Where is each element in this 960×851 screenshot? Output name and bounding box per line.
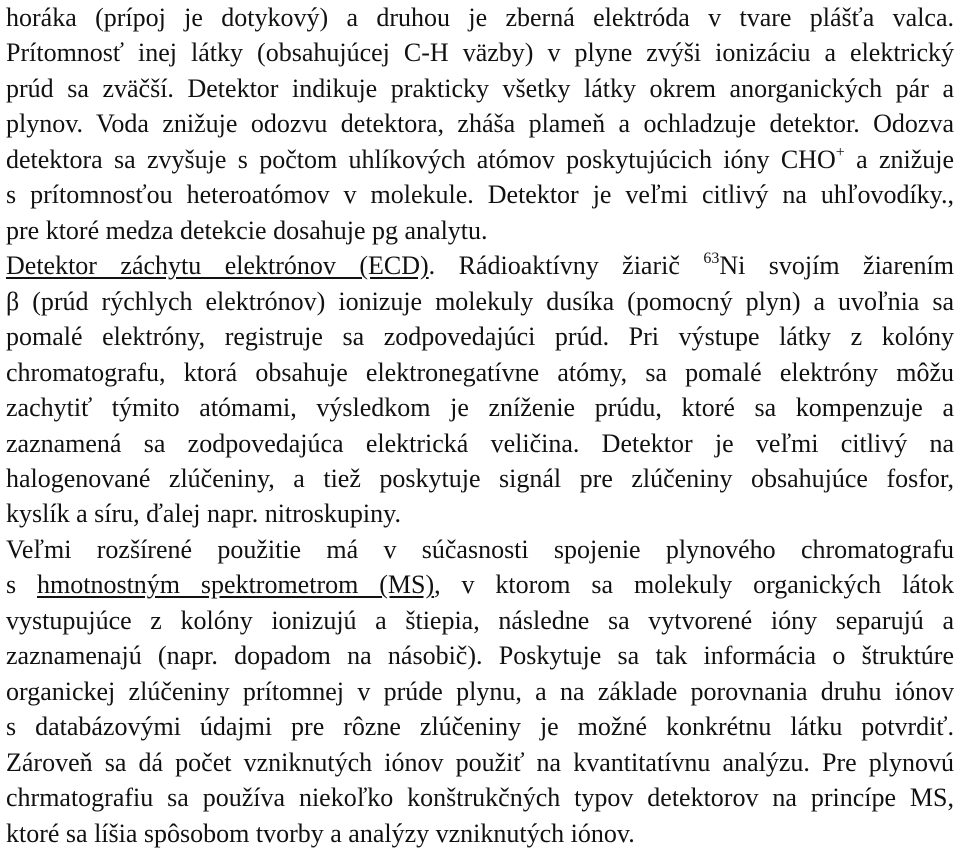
text-line: kyslík a síru, ďalej napr. nitroskupiny.: [6, 499, 401, 529]
text-line: Prítomnosť inej látky (obsahujúcej C-H väzby) v plyne zvýši ionizáciu a elektrický: [6, 38, 954, 68]
text-line: pomalé elektróny, registruje sa zodpovedajúci prúd. Pri výstupe látky z kolóny: [6, 322, 954, 352]
section-heading: Detektor záchytu elektrónov (ECD): [6, 251, 429, 281]
text-line: β (prúd rýchlych elektrónov) ionizuje molekuly dusíka (pomocný plyn) a uvoľnia sa: [6, 286, 954, 316]
text-line: Veľmi rozšírené použitie má v súčasnosti spojenie plynového chromatografu: [6, 534, 954, 564]
text-line: halogenované zlúčeniny, a tiež poskytuje signál pre zlúčeniny obsahujúce fosfor,: [6, 463, 954, 493]
text-span: detektora sa zvyšuje s počtom uhlíkových atómov poskytujúcich ióny CHO: [6, 144, 836, 174]
text-line: zaznamená sa zodpovedajúca elektrická veličina. Detektor je veľmi citlivý na: [6, 428, 954, 458]
text-span: Ni svojím žiarením: [719, 251, 954, 281]
text-line: [6, 142, 954, 177]
text-line: zachytiť týmito atómami, výsledkom je zníženie prúdu, ktoré sa kompenzuje a: [6, 393, 954, 423]
text-line: ktoré sa líšia spôsobom tvorby a analýzy vzniknutých iónov.: [6, 818, 635, 848]
text-line: s databázovými údajmi pre rôzne zlúčeniny je možné konkrétnu látku potvrdiť.: [6, 712, 954, 742]
text-line: [6, 248, 954, 283]
text-line: chromatografu, ktorá obsahuje elektronegatívne atómy, sa pomalé elektróny môžu: [6, 357, 954, 387]
text-line: Zároveň sa dá počet vzniknutých iónov použiť na kvantitatívnu analýzu. Pre plynovú: [6, 747, 954, 777]
text-line: vystupujúce z kolóny ionizujú a štiepia, následne sa vytvorené ióny separujú a: [6, 605, 954, 635]
text-line: prúd sa zväčší. Detektor indikuje prakticky všetky látky okrem anorganických pár a: [6, 73, 954, 103]
text-span: s: [6, 570, 38, 600]
text-line: plynov. Voda znižuje odozvu detektora, zháša plameň a ochladzuje detektor. Odozva: [6, 109, 954, 139]
text-line: s prítomnosťou heteroatómov v molekule. Detektor je veľmi citlivý na uhľovodíky.,: [6, 180, 954, 210]
text-line: zaznamenajú (napr. dopadom na násobič). Poskytuje sa tak informácia o štruktúre: [6, 641, 954, 671]
superscript: 63: [703, 250, 720, 268]
text-line: horáka (prípoj je dotykový) a druhou je zberná elektróda v tvare plášťa valca.: [6, 3, 954, 32]
text-line: chrmatografiu sa používa niekoľko konštrukčných typov detektorov na princípe MS,: [6, 783, 954, 813]
text-span: . Rádioaktívny žiarič: [428, 251, 704, 281]
text-span: a znižuje: [844, 144, 955, 174]
text-line: organickej zlúčeniny prítomnej v prúde plynu, a na základe porovnania druhu iónov: [6, 676, 954, 706]
text-line: [6, 567, 954, 602]
underlined-term: hmotnostným spektrometrom (MS): [37, 570, 435, 600]
text-line: pre ktoré medza detekcie dosahuje pg analytu.: [6, 215, 488, 245]
superscript: +: [835, 143, 845, 161]
text-span: , v ktorom sa molekuly organických látok: [434, 570, 954, 600]
